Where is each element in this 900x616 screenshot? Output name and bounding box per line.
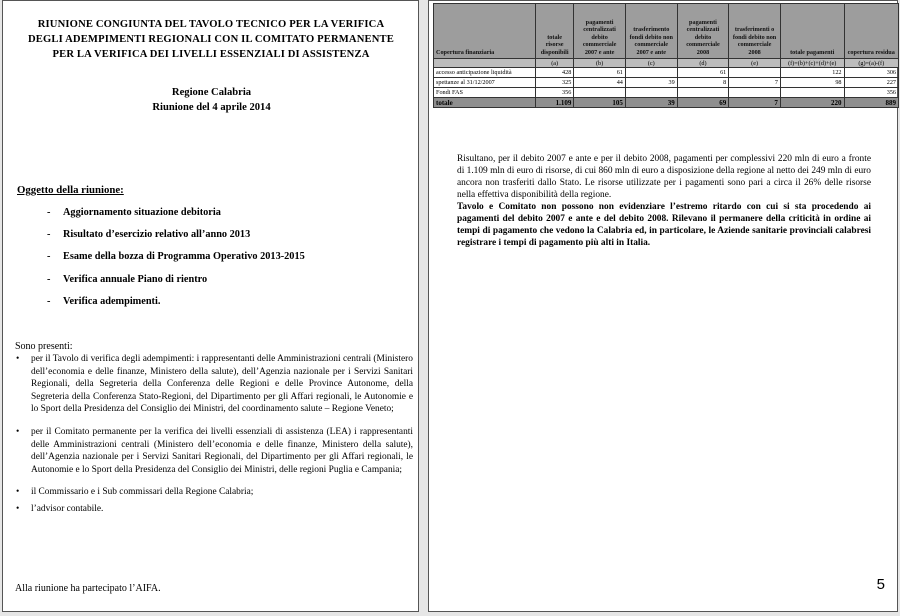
present-item: • per il Tavolo di verifica degli adempimenti: i rappresentanti delle Amministrazioni centrali (Ministero dell’economia e delle finanze, Ministero della salute), dell’Agenzia nazionale per i Servizi Sanitari Regionali, della Segreteria della Conferenza delle Regioni e delle Province Autonome, della Segreteria della Conferenza Stato-Regioni, del Dipartimento per gli Affari regionali, le Autonomie e lo Sport della Presidenza del Consiglio dei Ministri, del coordinamento salute – Regione Veneto; xyxy=(16,354,413,415)
title-line-2: DEGLI ADEMPIMENTI REGIONALI CON IL COMITATO PERMANENTE xyxy=(28,34,394,45)
col-header: pagamenti centralizzati debito commerciale 2008 xyxy=(677,4,729,59)
bullet-icon: • xyxy=(16,426,20,437)
aifa-note: Alla riunione ha partecipato l’AIFA. xyxy=(15,583,161,594)
coverage-table xyxy=(433,3,899,108)
agenda-item: - Risultato d’esercizio relativo all’anno 2013 xyxy=(47,229,251,240)
right-page xyxy=(428,0,898,612)
table-row: (a) (b) (c) (d) (e) (f)=(b)+(c)+(d)+(e) (g)=(a)-(f) xyxy=(434,59,899,68)
meeting-date: Riunione del 4 aprile 2014 xyxy=(152,102,271,113)
present-item: • l’advisor contabile. xyxy=(16,503,104,514)
document-title xyxy=(17,17,405,62)
col-header: Copertura finanziaria xyxy=(434,4,536,59)
agenda-item: - Esame della bozza di Programma Operativo 2013-2015 xyxy=(47,251,305,262)
paragraph-findings: Tavolo e Comitato non possono non evidenziare l’estremo ritardo con cui si sta procedendo ai pagamenti del debito 2007 e ante e del debito 2008. Rilevano il permanere della criticità in ordine ai tempi di pagamento che vedono la Calabria ed, in particolare, le Aziende sanitarie provinciali calabresi registrare i tempi di pagamento più alti in Italia. xyxy=(457,202,871,248)
title-line-1: RIUNIONE CONGIUNTA DEL TAVOLO TECNICO PER LA VERIFICA xyxy=(37,19,385,30)
agenda-item: - Verifica adempimenti. xyxy=(47,296,161,307)
subject-heading: Oggetto della riunione: xyxy=(17,184,124,196)
coverage-table-wrapper xyxy=(433,3,899,115)
agenda-item: - Aggiornamento situazione debitoria xyxy=(47,207,221,218)
bullet-icon: • xyxy=(16,354,20,364)
region-name: Regione Calabria xyxy=(171,87,252,98)
col-header: totale pagamenti xyxy=(780,4,844,59)
title-line-3: PER LA VERIFICA DEI LIVELLI ESSENZIALI DI ASSISTENZA xyxy=(52,49,370,60)
col-header: copertura residua xyxy=(844,4,898,59)
table-row: accesso anticipazione liquidità 428 61 61 122 306 xyxy=(434,68,899,78)
bullet-icon: • xyxy=(16,487,20,498)
col-header: pagamenti centralizzati debito commerciale 2007 e ante xyxy=(574,4,626,59)
bullet-icon: • xyxy=(16,503,20,514)
col-header: trasferimenti o fondi debito non commerciale 2008 xyxy=(729,4,781,59)
table-row: Fondi FAS 356 356 xyxy=(434,88,899,98)
left-page xyxy=(2,0,419,612)
table-row: spettanze al 31/12/2007 325 44 39 8 7 98 227 xyxy=(434,78,899,88)
table-total-row: totale 1.109 105 39 69 7 220 889 xyxy=(434,98,899,108)
present-list xyxy=(15,353,413,526)
present-heading: Sono presenti: xyxy=(15,341,73,352)
present-item: • per il Comitato permanente per la verifica dei livelli essenziali di assistenza (LEA) i rappresentanti delle Amministrazioni centrali (Ministero dell’economia e delle finanze, Ministero della salute), dell’Agenzia nazionale per i Servizi Sanitari Regionali, del Dipartimento per gli Affari regionali, le Autonomie e lo Sport della Presidenza del Consiglio dei Ministri, delle regioni Puglia e Campania; xyxy=(16,426,413,475)
paragraph-results: Risultano, per il debito 2007 e ante e per il debito 2008, pagamenti per complessivi 220 mln di euro a fronte di 1.109 mln di euro di risorse, di cui 860 mln di euro a disposizione della regione al netto dei 249 mln di euro ancora non trasferiti dallo Stato. Le risorse utilizzate per i pagamenti sono pari a circa il 26% delle risorse nella effettiva disponibilità della regione. xyxy=(457,154,871,200)
col-header: trasferimento fondi debito non commerciale 2007 e ante xyxy=(625,4,677,59)
agenda-item: - Verifica annuale Piano di rientro xyxy=(47,274,208,285)
present-item: • il Commissario e i Sub commissari della Regione Calabria; xyxy=(16,487,254,498)
page-number: 5 xyxy=(876,576,885,593)
col-header: totale risorse disponibili xyxy=(535,4,573,59)
